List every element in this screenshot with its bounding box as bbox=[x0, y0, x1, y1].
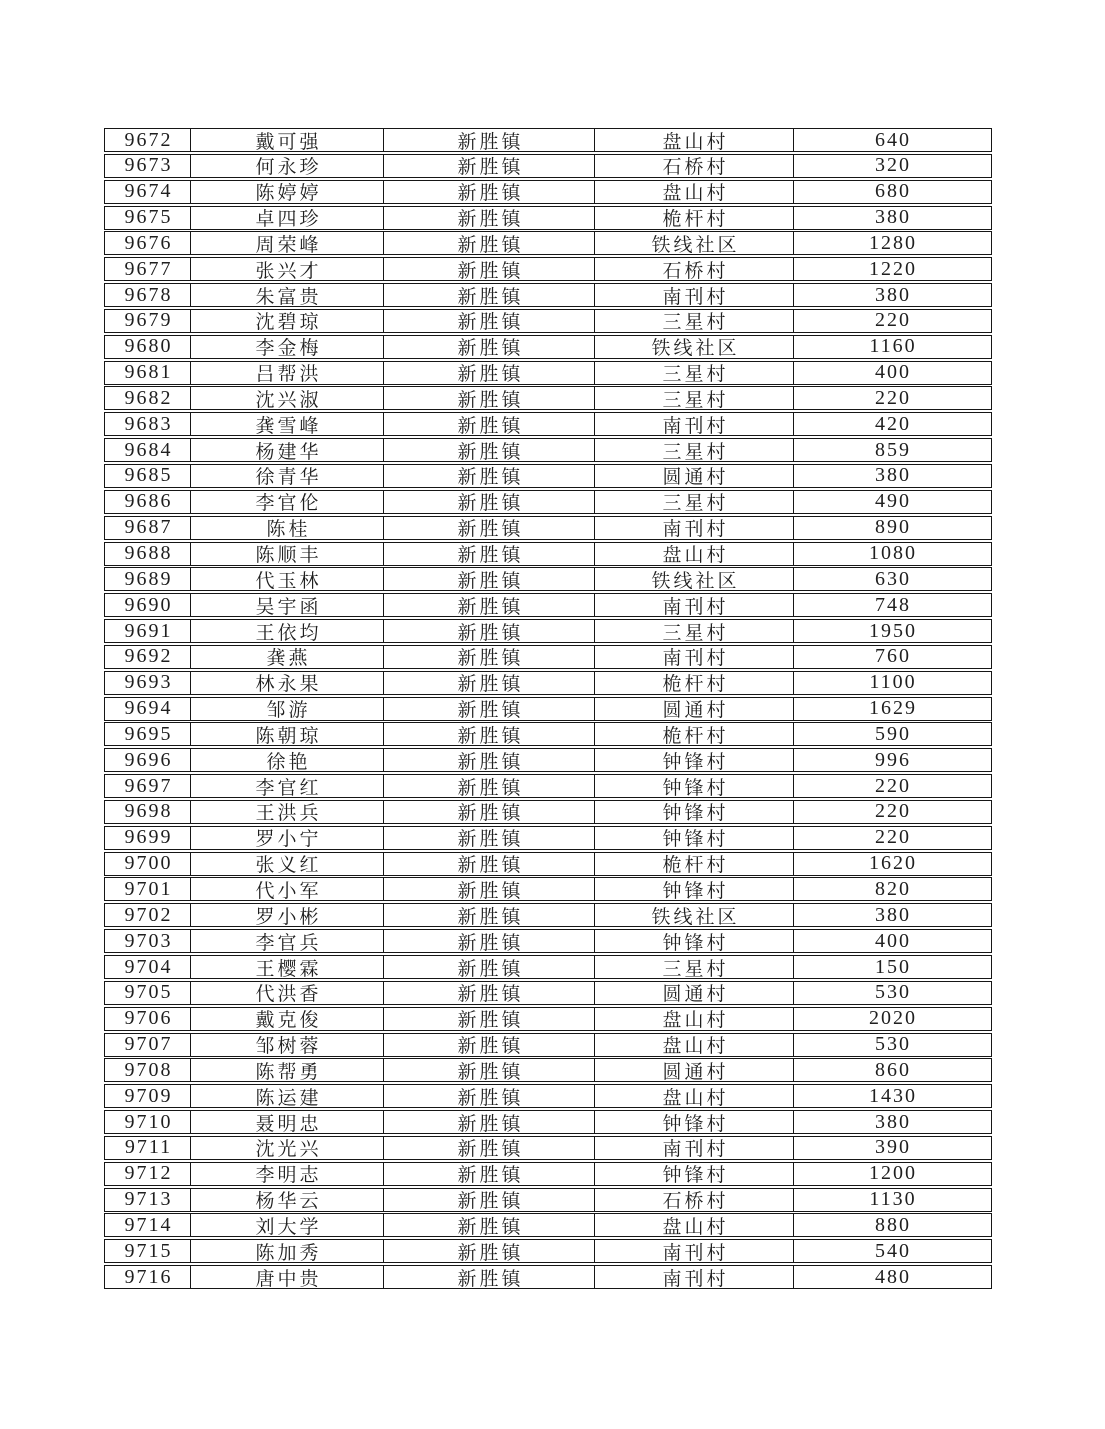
cell-village: 三星村 bbox=[595, 956, 794, 978]
cell-serial-number: 9708 bbox=[105, 1059, 191, 1081]
cell-serial-number: 9682 bbox=[105, 387, 191, 409]
cell-serial-number: 9689 bbox=[105, 568, 191, 590]
cell-name: 唐中贵 bbox=[191, 1266, 384, 1288]
cell-village: 圆通村 bbox=[595, 465, 794, 487]
cell-amount: 1280 bbox=[869, 232, 917, 254]
cell-amount: 2020 bbox=[869, 1007, 917, 1030]
cell-name: 李金梅 bbox=[191, 336, 384, 358]
cell-amount: 880 bbox=[875, 1214, 911, 1236]
cell-town: 新胜镇 bbox=[384, 465, 595, 487]
table-row bbox=[104, 1058, 992, 1082]
cell-name: 沈兴淑 bbox=[191, 387, 384, 409]
cell-village: 南刊村 bbox=[595, 1266, 794, 1288]
table-row bbox=[104, 955, 992, 979]
cell-amount: 540 bbox=[875, 1240, 911, 1262]
cell-town: 新胜镇 bbox=[384, 1008, 595, 1030]
cell-amount: 400 bbox=[875, 930, 911, 952]
cell-amount: 1200 bbox=[869, 1162, 917, 1185]
cell-town: 新胜镇 bbox=[384, 775, 595, 797]
cell-serial-number: 9699 bbox=[105, 827, 191, 849]
table-row bbox=[104, 567, 992, 591]
table-row bbox=[104, 748, 992, 772]
cell-serial-number: 9715 bbox=[105, 1240, 191, 1262]
cell-village: 南刊村 bbox=[595, 284, 794, 306]
cell-amount: 220 bbox=[875, 309, 911, 332]
cell-town: 新胜镇 bbox=[384, 1111, 595, 1133]
cell-town: 新胜镇 bbox=[384, 646, 595, 668]
cell-village: 桅杆村 bbox=[595, 207, 794, 229]
table-row bbox=[104, 438, 992, 462]
cell-village: 铁线社区 bbox=[595, 568, 794, 590]
table-row bbox=[104, 412, 992, 436]
cell-name: 陈运建 bbox=[191, 1085, 384, 1107]
table-row bbox=[104, 852, 992, 876]
table-row bbox=[104, 206, 992, 230]
cell-village: 铁线社区 bbox=[595, 904, 794, 926]
cell-serial-number: 9686 bbox=[105, 491, 191, 513]
cell-town: 新胜镇 bbox=[384, 982, 595, 1004]
cell-amount: 380 bbox=[875, 206, 911, 229]
cell-village: 盘山村 bbox=[595, 1214, 794, 1236]
cell-town: 新胜镇 bbox=[384, 413, 595, 435]
cell-name: 何永珍 bbox=[191, 155, 384, 177]
cell-village: 钟锋村 bbox=[595, 878, 794, 900]
cell-town: 新胜镇 bbox=[384, 1189, 595, 1211]
cell-amount: 380 bbox=[875, 284, 911, 306]
cell-serial-number: 9706 bbox=[105, 1008, 191, 1030]
table-row bbox=[104, 826, 992, 850]
cell-serial-number: 9681 bbox=[105, 362, 191, 384]
cell-serial-number: 9690 bbox=[105, 594, 191, 616]
cell-amount: 630 bbox=[875, 568, 911, 590]
cell-village: 盘山村 bbox=[595, 1008, 794, 1030]
cell-village: 盘山村 bbox=[595, 543, 794, 565]
cell-name: 邹游 bbox=[191, 698, 384, 720]
cell-village: 圆通村 bbox=[595, 1059, 794, 1081]
cell-town: 新胜镇 bbox=[384, 672, 595, 694]
table-row bbox=[104, 1033, 992, 1057]
cell-name: 周荣峰 bbox=[191, 232, 384, 254]
cell-name: 王洪兵 bbox=[191, 801, 384, 823]
cell-village: 钟锋村 bbox=[595, 749, 794, 771]
table-row bbox=[104, 1265, 992, 1289]
cell-serial-number: 9672 bbox=[105, 129, 191, 151]
cell-serial-number: 9674 bbox=[105, 181, 191, 203]
cell-amount: 380 bbox=[875, 1111, 911, 1133]
cell-serial-number: 9704 bbox=[105, 956, 191, 978]
cell-town: 新胜镇 bbox=[384, 1059, 595, 1081]
cell-town: 新胜镇 bbox=[384, 336, 595, 358]
cell-serial-number: 9709 bbox=[105, 1085, 191, 1107]
cell-town: 新胜镇 bbox=[384, 801, 595, 823]
table-row bbox=[104, 1213, 992, 1237]
cell-village: 石桥村 bbox=[595, 155, 794, 177]
table-row bbox=[104, 1239, 992, 1263]
cell-name: 张兴才 bbox=[191, 258, 384, 280]
table-row bbox=[104, 309, 992, 333]
cell-village: 圆通村 bbox=[595, 982, 794, 1004]
cell-village: 南刊村 bbox=[595, 1137, 794, 1159]
cell-village: 盘山村 bbox=[595, 181, 794, 203]
cell-village: 盘山村 bbox=[595, 129, 794, 151]
table-row bbox=[104, 722, 992, 746]
cell-village: 铁线社区 bbox=[595, 336, 794, 358]
cell-town: 新胜镇 bbox=[384, 1266, 595, 1288]
cell-town: 新胜镇 bbox=[384, 258, 595, 280]
cell-village: 桅杆村 bbox=[595, 853, 794, 875]
cell-amount: 1430 bbox=[869, 1085, 917, 1107]
cell-name: 王樱霖 bbox=[191, 956, 384, 978]
cell-town: 新胜镇 bbox=[384, 723, 595, 745]
table-row bbox=[104, 361, 992, 385]
table-row bbox=[104, 981, 992, 1005]
table-row bbox=[104, 283, 992, 307]
cell-name: 李官红 bbox=[191, 775, 384, 797]
cell-name: 陈朝琼 bbox=[191, 723, 384, 745]
cell-amount: 1130 bbox=[869, 1188, 917, 1211]
table-row bbox=[104, 180, 992, 204]
table-row bbox=[104, 257, 992, 281]
table-row bbox=[104, 645, 992, 669]
cell-village: 桅杆村 bbox=[595, 723, 794, 745]
cell-amount: 1100 bbox=[869, 671, 917, 694]
cell-serial-number: 9700 bbox=[105, 853, 191, 875]
cell-amount: 996 bbox=[875, 749, 911, 771]
cell-name: 陈桂 bbox=[191, 517, 384, 539]
cell-amount: 530 bbox=[875, 981, 911, 1004]
cell-town: 新胜镇 bbox=[384, 878, 595, 900]
table-row bbox=[104, 800, 992, 824]
cell-amount: 380 bbox=[875, 464, 911, 487]
table-row bbox=[104, 1007, 992, 1031]
cell-serial-number: 9713 bbox=[105, 1189, 191, 1211]
cell-serial-number: 9676 bbox=[105, 232, 191, 254]
cell-name: 邹树蓉 bbox=[191, 1034, 384, 1056]
cell-name: 张义红 bbox=[191, 853, 384, 875]
cell-village: 三星村 bbox=[595, 310, 794, 332]
cell-town: 新胜镇 bbox=[384, 1163, 595, 1185]
cell-town: 新胜镇 bbox=[384, 155, 595, 177]
cell-serial-number: 9684 bbox=[105, 439, 191, 461]
cell-amount: 220 bbox=[875, 387, 911, 409]
cell-village: 石桥村 bbox=[595, 1189, 794, 1211]
cell-serial-number: 9693 bbox=[105, 672, 191, 694]
cell-village: 钟锋村 bbox=[595, 827, 794, 849]
cell-amount: 1160 bbox=[869, 335, 917, 358]
cell-serial-number: 9675 bbox=[105, 207, 191, 229]
cell-serial-number: 9687 bbox=[105, 517, 191, 539]
table-row bbox=[104, 490, 992, 514]
table-row bbox=[104, 1136, 992, 1160]
cell-village: 南刊村 bbox=[595, 646, 794, 668]
cell-name: 林永果 bbox=[191, 672, 384, 694]
cell-name: 戴可强 bbox=[191, 129, 384, 151]
cell-village: 南刊村 bbox=[595, 413, 794, 435]
cell-name: 李官兵 bbox=[191, 930, 384, 952]
cell-name: 杨建华 bbox=[191, 439, 384, 461]
cell-amount: 860 bbox=[875, 1059, 911, 1081]
cell-town: 新胜镇 bbox=[384, 1137, 595, 1159]
cell-town: 新胜镇 bbox=[384, 620, 595, 642]
cell-serial-number: 9673 bbox=[105, 155, 191, 177]
cell-town: 新胜镇 bbox=[384, 1085, 595, 1107]
table-row bbox=[104, 1188, 992, 1212]
cell-village: 南刊村 bbox=[595, 517, 794, 539]
table-row bbox=[104, 516, 992, 540]
cell-amount: 380 bbox=[875, 904, 911, 926]
cell-town: 新胜镇 bbox=[384, 387, 595, 409]
cell-amount: 390 bbox=[875, 1136, 911, 1159]
cell-amount: 760 bbox=[875, 645, 911, 668]
cell-name: 龚雪峰 bbox=[191, 413, 384, 435]
cell-serial-number: 9683 bbox=[105, 413, 191, 435]
table-row bbox=[104, 877, 992, 901]
cell-name: 沈碧琼 bbox=[191, 310, 384, 332]
cell-serial-number: 9702 bbox=[105, 904, 191, 926]
cell-amount: 890 bbox=[875, 516, 911, 539]
cell-name: 罗小宁 bbox=[191, 827, 384, 849]
cell-serial-number: 9688 bbox=[105, 543, 191, 565]
cell-amount: 530 bbox=[875, 1033, 911, 1056]
cell-town: 新胜镇 bbox=[384, 181, 595, 203]
cell-amount: 420 bbox=[875, 413, 911, 435]
table-row bbox=[104, 1110, 992, 1134]
cell-serial-number: 9694 bbox=[105, 698, 191, 720]
cell-village: 三星村 bbox=[595, 620, 794, 642]
cell-name: 吴宇函 bbox=[191, 594, 384, 616]
table-row bbox=[104, 335, 992, 359]
table-row bbox=[104, 671, 992, 695]
table-row bbox=[104, 464, 992, 488]
table-row bbox=[104, 929, 992, 953]
cell-amount: 220 bbox=[875, 775, 911, 797]
cell-amount: 1220 bbox=[869, 258, 917, 280]
cell-town: 新胜镇 bbox=[384, 594, 595, 616]
cell-serial-number: 9698 bbox=[105, 801, 191, 823]
cell-village: 钟锋村 bbox=[595, 801, 794, 823]
cell-serial-number: 9716 bbox=[105, 1266, 191, 1288]
cell-town: 新胜镇 bbox=[384, 491, 595, 513]
table-row bbox=[104, 774, 992, 798]
cell-serial-number: 9695 bbox=[105, 723, 191, 745]
cell-village: 圆通村 bbox=[595, 698, 794, 720]
cell-village: 南刊村 bbox=[595, 594, 794, 616]
cell-name: 徐艳 bbox=[191, 749, 384, 771]
cell-serial-number: 9712 bbox=[105, 1163, 191, 1185]
cell-name: 代洪香 bbox=[191, 982, 384, 1004]
cell-village: 桅杆村 bbox=[595, 672, 794, 694]
cell-village: 钟锋村 bbox=[595, 1111, 794, 1133]
cell-name: 陈婷婷 bbox=[191, 181, 384, 203]
cell-amount: 480 bbox=[875, 1266, 911, 1288]
table-row bbox=[104, 619, 992, 643]
cell-name: 李明志 bbox=[191, 1163, 384, 1185]
cell-name: 陈顺丰 bbox=[191, 543, 384, 565]
cell-town: 新胜镇 bbox=[384, 1240, 595, 1262]
cell-village: 盘山村 bbox=[595, 1085, 794, 1107]
cell-amount: 1080 bbox=[869, 542, 917, 564]
cell-name: 徐青华 bbox=[191, 465, 384, 487]
cell-amount: 400 bbox=[875, 361, 911, 384]
cell-name: 杨华云 bbox=[191, 1189, 384, 1211]
cell-amount: 680 bbox=[875, 180, 911, 203]
cell-town: 新胜镇 bbox=[384, 207, 595, 229]
cell-village: 三星村 bbox=[595, 362, 794, 384]
cell-town: 新胜镇 bbox=[384, 362, 595, 384]
cell-village: 钟锋村 bbox=[595, 775, 794, 797]
cell-town: 新胜镇 bbox=[384, 568, 595, 590]
cell-name: 代玉林 bbox=[191, 568, 384, 590]
cell-serial-number: 9705 bbox=[105, 982, 191, 1004]
table-row bbox=[104, 1084, 992, 1108]
cell-town: 新胜镇 bbox=[384, 284, 595, 306]
cell-village: 铁线社区 bbox=[595, 232, 794, 254]
cell-name: 聂明忠 bbox=[191, 1111, 384, 1133]
cell-amount: 640 bbox=[875, 129, 911, 151]
cell-village: 三星村 bbox=[595, 387, 794, 409]
cell-serial-number: 9703 bbox=[105, 930, 191, 952]
cell-town: 新胜镇 bbox=[384, 129, 595, 151]
cell-amount: 490 bbox=[875, 490, 911, 513]
cell-serial-number: 9679 bbox=[105, 310, 191, 332]
cell-amount: 590 bbox=[875, 723, 911, 745]
cell-name: 代小军 bbox=[191, 878, 384, 900]
cell-amount: 1950 bbox=[869, 620, 917, 642]
cell-town: 新胜镇 bbox=[384, 543, 595, 565]
cell-village: 钟锋村 bbox=[595, 1163, 794, 1185]
cell-name: 卓四珍 bbox=[191, 207, 384, 229]
cell-village: 三星村 bbox=[595, 439, 794, 461]
table-row bbox=[104, 697, 992, 721]
cell-name: 戴克俊 bbox=[191, 1008, 384, 1030]
cell-name: 陈加秀 bbox=[191, 1240, 384, 1262]
cell-town: 新胜镇 bbox=[384, 904, 595, 926]
cell-town: 新胜镇 bbox=[384, 853, 595, 875]
table-row bbox=[104, 386, 992, 410]
cell-amount: 220 bbox=[875, 826, 911, 849]
cell-town: 新胜镇 bbox=[384, 1214, 595, 1236]
cell-serial-number: 9711 bbox=[105, 1137, 191, 1159]
cell-amount: 748 bbox=[875, 594, 911, 616]
cell-serial-number: 9707 bbox=[105, 1034, 191, 1056]
cell-serial-number: 9696 bbox=[105, 749, 191, 771]
cell-village: 南刊村 bbox=[595, 1240, 794, 1262]
table-row bbox=[104, 593, 992, 617]
cell-name: 罗小彬 bbox=[191, 904, 384, 926]
cell-name: 沈光兴 bbox=[191, 1137, 384, 1159]
cell-serial-number: 9691 bbox=[105, 620, 191, 642]
cell-name: 李官伦 bbox=[191, 491, 384, 513]
cell-serial-number: 9677 bbox=[105, 258, 191, 280]
cell-serial-number: 9678 bbox=[105, 284, 191, 306]
cell-serial-number: 9701 bbox=[105, 878, 191, 900]
cell-serial-number: 9697 bbox=[105, 775, 191, 797]
cell-town: 新胜镇 bbox=[384, 698, 595, 720]
cell-serial-number: 9685 bbox=[105, 465, 191, 487]
cell-town: 新胜镇 bbox=[384, 310, 595, 332]
cell-village: 钟锋村 bbox=[595, 930, 794, 952]
cell-amount: 220 bbox=[875, 800, 911, 823]
cell-amount: 859 bbox=[875, 439, 911, 461]
cell-name: 王依均 bbox=[191, 620, 384, 642]
cell-amount: 1620 bbox=[869, 852, 917, 875]
cell-village: 石桥村 bbox=[595, 258, 794, 280]
cell-town: 新胜镇 bbox=[384, 930, 595, 952]
cell-town: 新胜镇 bbox=[384, 232, 595, 254]
cell-town: 新胜镇 bbox=[384, 956, 595, 978]
cell-amount: 320 bbox=[875, 154, 911, 177]
table-row bbox=[104, 1162, 992, 1186]
records-table bbox=[104, 128, 992, 1289]
cell-serial-number: 9680 bbox=[105, 336, 191, 358]
cell-amount: 1629 bbox=[869, 697, 917, 720]
cell-town: 新胜镇 bbox=[384, 439, 595, 461]
cell-serial-number: 9714 bbox=[105, 1214, 191, 1236]
table-row bbox=[104, 542, 992, 566]
cell-serial-number: 9692 bbox=[105, 646, 191, 668]
cell-town: 新胜镇 bbox=[384, 1034, 595, 1056]
table-row bbox=[104, 128, 992, 152]
cell-name: 龚燕 bbox=[191, 646, 384, 668]
table-row bbox=[104, 903, 992, 927]
cell-village: 三星村 bbox=[595, 491, 794, 513]
cell-town: 新胜镇 bbox=[384, 749, 595, 771]
table-row bbox=[104, 231, 992, 255]
cell-amount: 150 bbox=[875, 956, 911, 978]
cell-amount: 820 bbox=[875, 878, 911, 900]
cell-name: 吕帮洪 bbox=[191, 362, 384, 384]
cell-village: 盘山村 bbox=[595, 1034, 794, 1056]
cell-serial-number: 9710 bbox=[105, 1111, 191, 1133]
table-row bbox=[104, 154, 992, 178]
cell-name: 刘大学 bbox=[191, 1214, 384, 1236]
cell-name: 陈帮勇 bbox=[191, 1059, 384, 1081]
cell-town: 新胜镇 bbox=[384, 517, 595, 539]
cell-town: 新胜镇 bbox=[384, 827, 595, 849]
cell-name: 朱富贵 bbox=[191, 284, 384, 306]
